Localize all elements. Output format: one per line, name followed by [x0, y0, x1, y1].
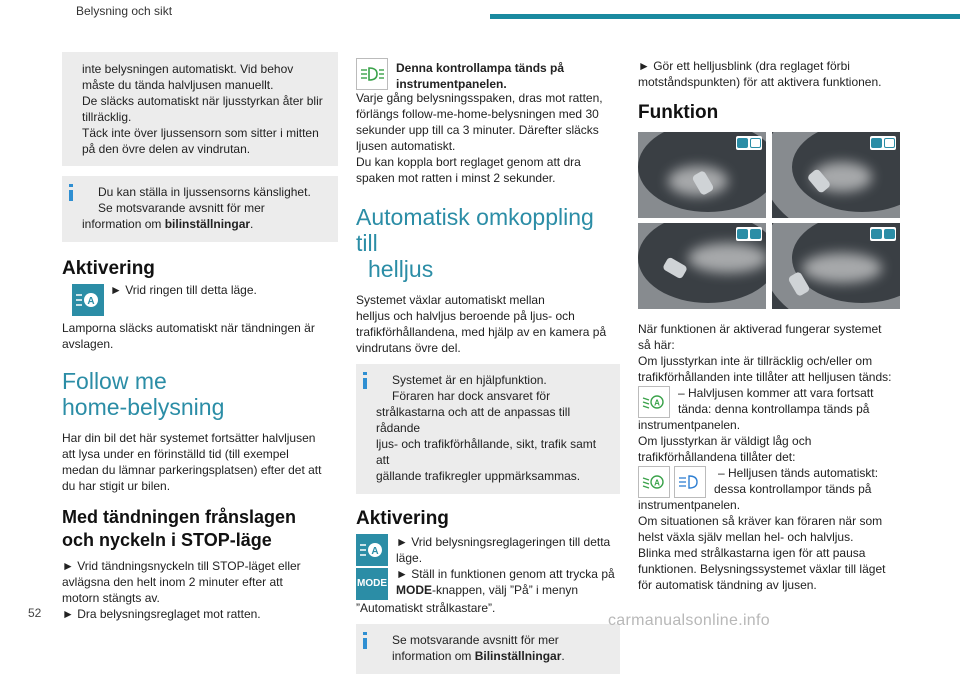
column-2: [356, 58, 620, 674]
step-text: ► Vrid belysningsreglageringen till detta: [396, 535, 611, 549]
box-line: inte belysningen automatiskt. Vid behov: [82, 62, 294, 76]
body-line: Om ljusstyrkan inte är tillräcklig och/eller om: [638, 354, 873, 368]
body-line: ► Vrid tändningsnyckeln till STOP-läget eller: [62, 559, 301, 573]
body-line: Varje gång belysningsspaken, dras mot ratten,: [356, 91, 603, 105]
step-text: ”Automatiskt strålkastare”.: [356, 601, 496, 615]
body-line: Har din bil det här systemet fortsätter halvljusen: [62, 431, 316, 445]
info-link-text: Bilinställningar: [474, 649, 562, 663]
step-text-rest: -knappen, välj ”På” i menyn: [432, 583, 579, 597]
body-line: Om situationen så kräver kan föraren när som: [638, 514, 883, 528]
body-line: ► Dra belysningsreglaget mot ratten.: [62, 607, 261, 621]
svg-text:A: A: [87, 296, 95, 307]
body-line: medan du lämnar parkeringsplatsen) efter det att: [62, 463, 322, 477]
auto-headlamp-icon: [356, 534, 388, 566]
info-line: gällande trafikregler uppmärksammas.: [376, 469, 581, 483]
aktivering-note: Lamporna släcks automatiskt när tändningen är: [62, 321, 315, 335]
body-line: sekunder upp till ca 3 minuter. Därefter släcks: [356, 123, 599, 137]
high-beam-step: [638, 465, 900, 497]
box-line: De släcks automatiskt när ljusstyrkan åter blir: [82, 94, 323, 108]
auto-headlamp-icon: [72, 284, 104, 316]
step-text: instrumentpanelen.: [638, 498, 741, 512]
info-text: information om: [392, 649, 475, 663]
step-text: [396, 582, 578, 598]
info-text: .: [561, 649, 565, 663]
box-line: måste du tända halvljusen manuellt.: [82, 78, 274, 92]
aktivering-note: avslagen.: [62, 337, 114, 351]
body-line: för automatisk tändning av ljusen.: [638, 578, 817, 592]
info-line: Systemet är en hjälpfunktion.: [392, 373, 547, 387]
mode-word: MODE: [396, 583, 432, 597]
lamp-body: [356, 90, 620, 186]
info-link-text: bilinställningar: [164, 217, 251, 231]
watermark: carmanualsonline.info: [608, 612, 770, 629]
body-line: du har stigit ur bilen.: [62, 479, 171, 493]
follow-me-heading-line1: Follow me: [62, 368, 167, 394]
lamp-note: [356, 58, 620, 90]
illustration-high-beam-clear: [772, 223, 900, 309]
column-3: [638, 58, 900, 593]
step-text: dessa kontrollampor tänds på: [714, 482, 872, 496]
illustration-grid: [638, 132, 900, 309]
body-line: helst växla själv mellan hel- och halvljus.: [638, 530, 854, 544]
med-tandningen-heading-line1: Med tändningen frånslagen: [62, 507, 297, 527]
body-line: motorn stängts av.: [62, 591, 160, 605]
aktivering-step: [62, 284, 338, 318]
step-text: tända: denna kontrollampa tänds på: [678, 402, 870, 416]
body-line: trafikförhållandena tillåter det:: [638, 450, 796, 464]
box-line: tillräcklig.: [82, 110, 132, 124]
illustration-car-ahead: [772, 132, 900, 218]
body-line: ljusen automatiskt.: [356, 139, 456, 153]
body-line: trafikförhållanden inte tillåter att helljusen tänds:: [638, 370, 892, 384]
follow-me-body: [62, 430, 338, 494]
mode-button-icon: MODE: [356, 568, 388, 600]
info-text: information om: [82, 217, 165, 231]
page-number: 52: [28, 606, 42, 620]
follow-me-home-icon: [356, 58, 388, 90]
body-line: så här:: [638, 338, 675, 352]
info-icon: [363, 372, 367, 389]
lamp-note-bold: Denna kontrollampa tänds på: [396, 61, 565, 75]
body-line: Du kan koppla bort reglaget genom att dra: [356, 155, 581, 169]
info-box-sensitivity: [62, 176, 338, 242]
box-line: Täck inte över ljussensorn som sitter i mitten: [82, 126, 319, 140]
aktivering-step-text: ► Vrid ringen till detta läge.: [110, 283, 257, 297]
auto-switch-heading-line2: helljus: [368, 256, 434, 282]
lamp-note-bold: instrumentpanelen.: [396, 77, 507, 91]
body-line: Om ljusstyrkan är väldigt låg och: [638, 434, 812, 448]
info-icon: [363, 632, 367, 649]
intro-line: ► Gör ett helljusblink (dra reglaget förbi: [638, 59, 850, 73]
follow-me-heading-line2: home-belysning: [62, 394, 225, 420]
illustration-high-beam-road: [638, 223, 766, 309]
body-line: förlängs follow-me-home-belysningen med 30: [356, 107, 599, 121]
illustration-oncoming-car: [638, 132, 766, 218]
aktivering2-steps: [356, 534, 620, 600]
step-text: läge.: [396, 551, 423, 565]
section-title: Belysning och sikt: [76, 4, 173, 18]
low-beam-step: [638, 385, 900, 417]
info-line: Du kan ställa in ljussensorns känslighet.: [98, 185, 311, 199]
svg-text:A: A: [371, 546, 379, 557]
info-line: Se motsvarande avsnitt för mer: [392, 633, 559, 647]
step-text: instrumentpanelen.: [638, 418, 741, 432]
box-line: på den övre delen av vindrutan.: [82, 142, 251, 156]
step-text: ► Ställ in funktionen genom att trycka på: [396, 567, 615, 581]
aktivering2-heading: Aktivering: [356, 508, 449, 529]
info-box-settings: [356, 624, 620, 674]
info-line: Se motsvarande avsnitt för mer: [98, 201, 265, 215]
low-beam-icon: [638, 466, 670, 498]
body-line: trafikförhållandena, med hjälp av en kamera på: [356, 325, 607, 339]
info-box-assist: [356, 364, 620, 494]
sensor-note-box: [62, 52, 338, 166]
info-icon: [69, 184, 73, 201]
body-line: att lysa under en förinställd tid (till exempel: [62, 447, 289, 461]
info-line: Föraren har dock ansvaret för: [392, 389, 551, 403]
body-line: helljus och halvljus beroende på ljus- och: [356, 309, 575, 323]
funktion-body: [638, 321, 900, 385]
info-line: [82, 216, 328, 232]
step-text: – Helljusen tänds automatiskt:: [718, 466, 879, 480]
aktivering-heading: Aktivering: [62, 258, 155, 279]
svg-text:A: A: [654, 398, 660, 408]
body-line: vindrutans övre del.: [356, 341, 461, 355]
info-text: .: [250, 217, 254, 231]
svg-text:A: A: [654, 478, 660, 488]
info-line: strålkastarna och att de anpassas till rådande: [376, 405, 571, 435]
funktion-heading: Funktion: [638, 102, 719, 123]
body-line: avlägsna den helt inom 2 minuter efter att: [62, 575, 283, 589]
body-line: funktionen. Belysningssystemet växlar till läget: [638, 562, 886, 576]
info-line: [376, 648, 610, 664]
body-line: Blinka med strålkastarna igen för att pausa: [638, 546, 866, 560]
intro-line: motståndspunkten) för att aktivera funktionen.: [638, 75, 882, 89]
low-beam-icon: [638, 386, 670, 418]
column-1: [62, 52, 338, 622]
info-line: ljus- och trafikförhållande, sikt, trafik samt att: [376, 437, 597, 467]
header-accent-bar: [490, 14, 960, 19]
med-tandningen-heading-line2: och nyckeln i STOP-läge: [62, 530, 272, 550]
auto-switch-heading-line1: Automatisk omkoppling till: [356, 204, 594, 256]
step-text: – Halvljusen kommer att vara fortsatt: [678, 386, 874, 400]
body-line: spaken mot ratten i minst 2 sekunder.: [356, 171, 556, 185]
body-line: När funktionen är aktiverad fungerar systemet: [638, 322, 882, 336]
body-line: Systemet växlar automatiskt mellan: [356, 293, 545, 307]
auto-switch-body: [356, 292, 620, 356]
high-beam-icon: [674, 466, 706, 498]
med-tandningen-body: [62, 558, 338, 622]
